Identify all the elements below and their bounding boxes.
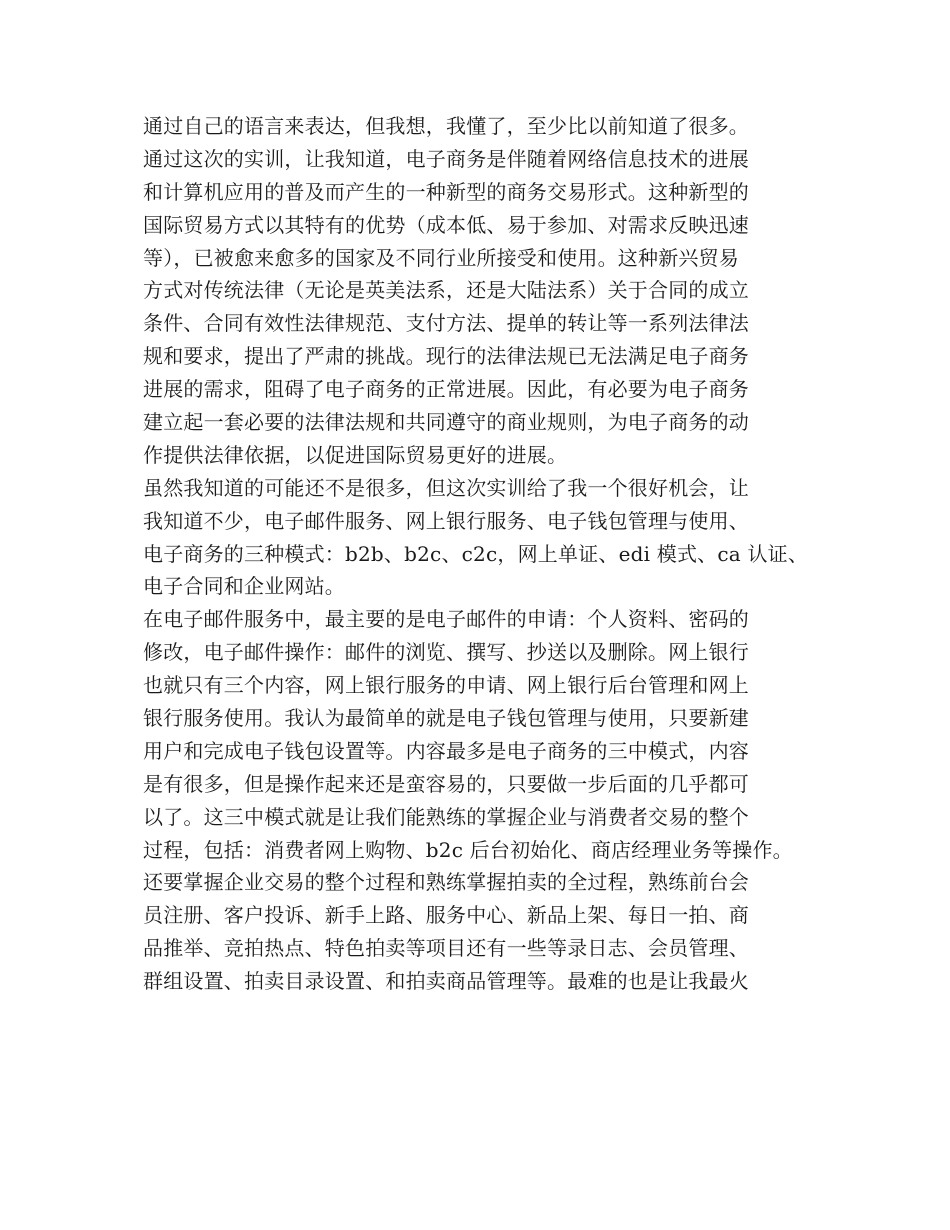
text-line: 也就只有三个内容，网上银行服务的申请、网上银行后台管理和网上 (143, 673, 749, 698)
text-line: 员注册、客户投诉、新手上路、服务中心、新品上架、每日一拍、商 (143, 903, 749, 928)
text-line: 修改，电子邮件操作：邮件的浏览、撰写、抄送以及删除。网上银行 (143, 640, 749, 665)
text-line: 虽然我知道的可能还不是很多，但这次实训给了我一个很好机会，让 (143, 475, 749, 500)
text-line: 建立起一套必要的法律法规和共同遵守的商业规则，为电子商务的动 (143, 410, 749, 435)
text-line: 电子商务的三种模式：b2b、b2c、c2c，网上单证、edi 模式、ca 认证、 (143, 541, 809, 566)
text-line: 国际贸易方式以其特有的优势（成本低、易于参加、对需求反映迅速 (143, 212, 749, 237)
text-line: 品推举、竞拍热点、特色拍卖等项目还有一些等录日志、会员管理、 (143, 936, 749, 961)
body-text (143, 110, 843, 998)
text-line: 通过自己的语言来表达，但我想，我懂了，至少比以前知道了很多。 (143, 114, 749, 138)
text-line: 和计算机应用的普及而产生的一种新型的商务交易形式。这种新型的 (143, 179, 749, 204)
text-line: 是有很多，但是操作起来还是蛮容易的，只要做一步后面的几乎都可 (143, 771, 749, 796)
text-line: 方式对传统法律（无论是英美法系，还是大陆法系）关于合同的成立 (143, 278, 749, 303)
text-line: 以了。这三中模式就是让我们能熟练的掌握企业与消费者交易的整个 (143, 804, 749, 829)
text-line: 用户和完成电子钱包设置等。内容最多是电子商务的三中模式，内容 (143, 738, 749, 763)
text-line: 群组设置、拍卖目录设置、和拍卖商品管理等。最难的也是让我最火 (143, 969, 749, 994)
text-line: 等），已被愈来愈多的国家及不同行业所接受和使用。这种新兴贸易 (143, 245, 739, 270)
text-line: 规和要求，提出了严肃的挑战。现行的法律法规已无法满足电子商务 (143, 344, 749, 369)
text-line: 进展的需求，阻碍了电子商务的正常进展。因此，有必要为电子商务 (143, 377, 749, 402)
text-line: 过程，包括：消费者网上购物、b2c 后台初始化、商店经理业务等操作。 (143, 837, 793, 862)
text-line: 条件、合同有效性法律规范、支付方法、提单的转让等一系列法律法 (143, 311, 749, 336)
text-line: 电子合同和企业网站。 (143, 574, 345, 599)
text-line: 在电子邮件服务中，最主要的是电子邮件的申请：个人资料、密码的 (143, 607, 749, 632)
text-line: 作提供法律依据，以促进国际贸易更好的进展。 (143, 442, 568, 467)
text-line: 我知道不少，电子邮件服务、网上银行服务、电子钱包管理与使用、 (143, 508, 749, 533)
text-line: 通过这次的实训，让我知道，电子商务是伴随着网络信息技术的进展 (143, 146, 749, 171)
text-line: 还要掌握企业交易的整个过程和熟练掌握拍卖的全过程，熟练前台会 (143, 870, 749, 895)
text-line: 银行服务使用。我认为最简单的就是电子钱包管理与使用，只要新建 (143, 706, 749, 731)
